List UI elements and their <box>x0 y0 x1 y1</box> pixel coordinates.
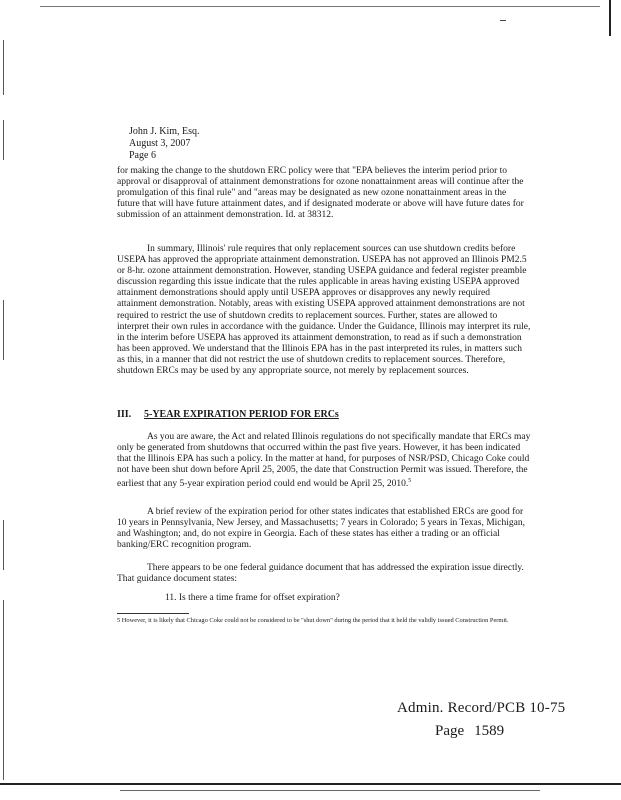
scan-left-edge <box>3 120 4 160</box>
scan-left-edge <box>3 300 4 360</box>
paragraph-3-text: As you are aware, the Act and related Illinois regulations do not specifically mandate that ERCs may only be generated from shutdowns that occurred within the past five years. However, it has been indicated that the Illinois EPA has such a policy. In the matter at hand, for purposes of NSR/PSD, Chicago Coke could not have been shut down before April 25, 2005, the date that Construction Permit was issued. Therefore, the earliest that any 5-year expiration period could end would be April 25, 2010. <box>117 432 531 490</box>
paragraph-1: for making the change to the shutdown ERC policy were that "EPA believes the interim period prior to approval or disapproval of attainment demonstrations for ozone nonattainment areas will continue after the promulgation of this final rule" and "areas may be designated as new ozone nonattainment areas in the future that will have future attainment dates, and if designated moderate or above will have future dates for submission of an attainment demonstration. Id. at 38312. <box>117 166 524 221</box>
footnote-divider <box>117 613 189 614</box>
letter-date: August 3, 2007 <box>129 138 191 149</box>
paragraph-2: In summary, Illinois' rule requires that only replacement sources can use shutdown credits before USEPA has approved the appropriate attainment demonstration. USEPA has not approved an Illinois PM2.5 or 8-hr. ozone attainment demonstration. However, standing USEPA guidance and federal register preamble discussion regarding this issue indicate that the rules applicable in areas having existing USEPA approved attainment demonstrations should apply until USEPA approves or disapproves any newly required attainment demonstration. Notably, areas with existing USEPA approved attainment demonstrations are not required to restrict the use of shutdown credits to replacement sources. Further, states are allowed to interpret their own rules in accordance with the guidance. Under the Guidance, Illinois may interpret its rule, in the interim before USEPA has approved its attainment demonstration, to read as if such a demonstration has been approved. We understand that the Illinois EPA has in the past interpreted its rules, in matters such as this, in a manner that did not restrict the use of shutdown credits to replacement sources. Therefore, shutdown ERCs may be used by any appropriate source, not merely by replacement sources. <box>117 244 531 377</box>
scan-mark <box>500 20 506 21</box>
scan-left-edge <box>3 520 4 570</box>
section-number: III. <box>117 409 132 420</box>
section-title: 5-YEAR EXPIRATION PERIOD FOR ERCs <box>144 409 339 420</box>
footnote-marker: 5 <box>408 478 412 485</box>
paragraph-3 <box>117 432 531 491</box>
scan-bottom-edge <box>120 790 540 791</box>
scan-top-edge <box>40 6 600 7</box>
section-heading <box>117 409 537 420</box>
footnote: 5 However, it is likely that Chicago Coke could not be considered to be "shut down" during the period that it held the validly issued Construction Permit. <box>117 617 509 624</box>
scan-bottom-edge <box>0 783 621 785</box>
stamp-page-number: 1589 <box>474 723 505 739</box>
scan-left-edge <box>3 40 4 95</box>
paragraph-5: There appears to be one federal guidance document that has addressed the expiration issue directly. That guidance document states: <box>117 563 524 585</box>
admin-record-page <box>435 723 504 740</box>
letter-recipient: John J. Kim, Esq. <box>129 126 200 137</box>
paragraph-4: A brief review of the expiration period for other states indicates that established ERCs are good for 10 years in Pennsylvania, New Jersey, and Massachusetts; 7 years in Colorado; 5 years in Texas, Michigan, and Washington; and, do not expire in Georgia. Each of these states has either a trading or an official banking/ERC recognition program. <box>117 507 526 551</box>
quoted-question: 11. Is there a time frame for offset expiration? <box>165 593 340 603</box>
stamp-page-label: Page <box>435 723 465 739</box>
admin-record-stamp: Admin. Record/PCB 10-75 <box>397 700 566 716</box>
scan-right-edge <box>609 0 611 36</box>
scan-left-edge <box>3 600 4 780</box>
letter-page-number: Page 6 <box>129 150 156 161</box>
